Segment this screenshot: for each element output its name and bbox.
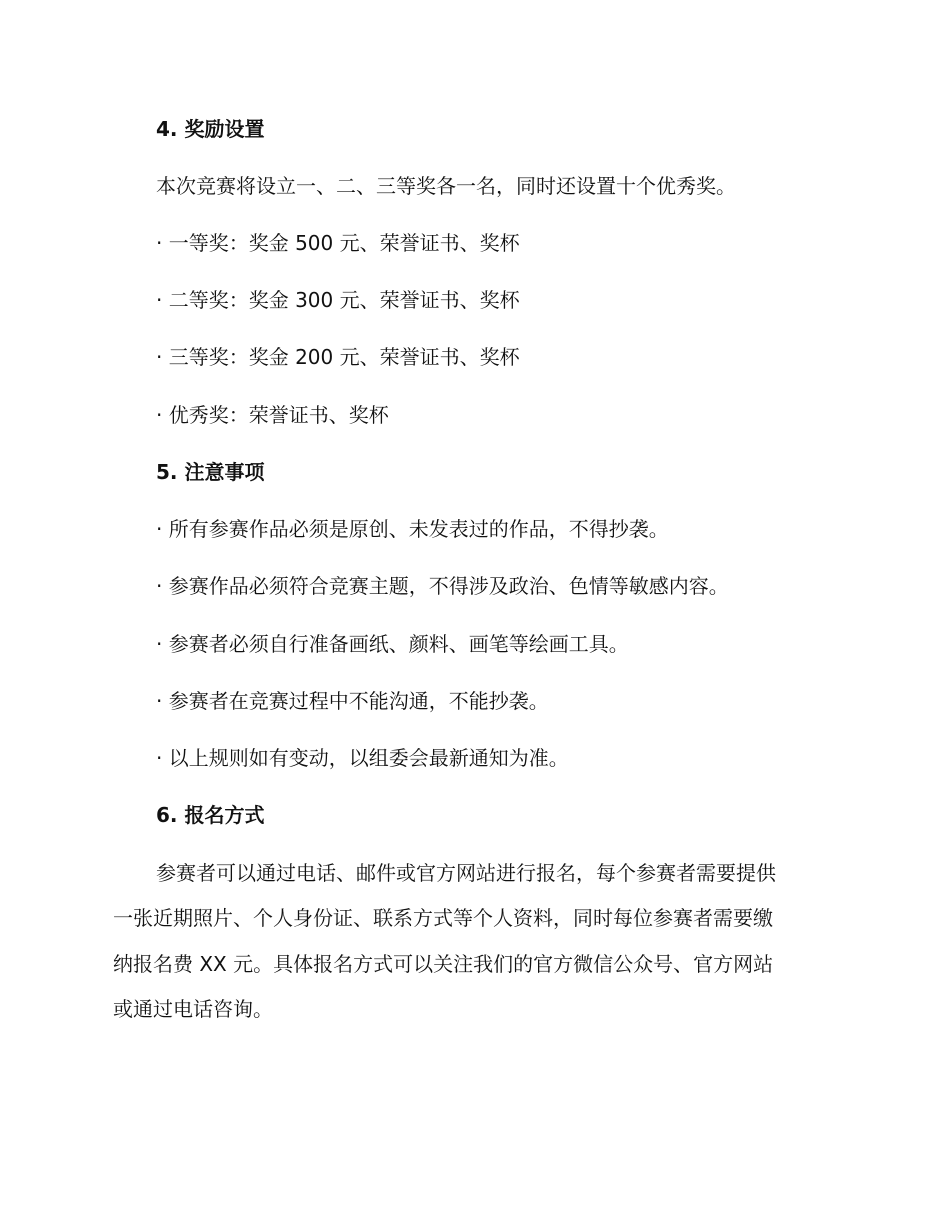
paragraph-line: 一张近期照片、个人身份证、联系方式等个人资料，同时每位参赛者需要缴: [113, 906, 773, 930]
list-item: · 三等奖：奖金 200 元、荣誉证书、奖杯: [156, 345, 520, 369]
list-item: · 优秀奖：荣誉证书、奖杯: [156, 403, 389, 427]
rewards-intro: 本次竞赛将设立一、二、三等奖各一名，同时还设置十个优秀奖。: [156, 174, 736, 198]
list-item: · 一等奖：奖金 500 元、荣誉证书、奖杯: [156, 231, 520, 255]
paragraph-line: 纳报名费 XX 元。具体报名方式可以关注我们的官方微信公众号、官方网站: [113, 952, 774, 976]
list-item: · 参赛者必须自行准备画纸、颜料、画笔等绘画工具。: [156, 632, 629, 656]
list-item: · 以上规则如有变动，以组委会最新通知为准。: [156, 746, 569, 770]
list-item: · 二等奖：奖金 300 元、荣誉证书、奖杯: [156, 288, 520, 312]
paragraph-line: 参赛者可以通过电话、邮件或官方网站进行报名，每个参赛者需要提供: [156, 861, 776, 885]
paragraph-line: 或通过电话咨询。: [113, 997, 273, 1021]
list-item: · 参赛者在竞赛过程中不能沟通，不能抄袭。: [156, 689, 549, 713]
list-item: · 所有参赛作品必须是原创、未发表过的作品，不得抄袭。: [156, 517, 669, 541]
list-item: · 参赛作品必须符合竞赛主题，不得涉及政治、色情等敏感内容。: [156, 574, 729, 598]
section-heading-registration: 6. 报名方式: [156, 803, 265, 827]
section-heading-rewards: 4. 奖励设置: [156, 117, 265, 141]
section-heading-notes: 5. 注意事项: [156, 460, 265, 484]
